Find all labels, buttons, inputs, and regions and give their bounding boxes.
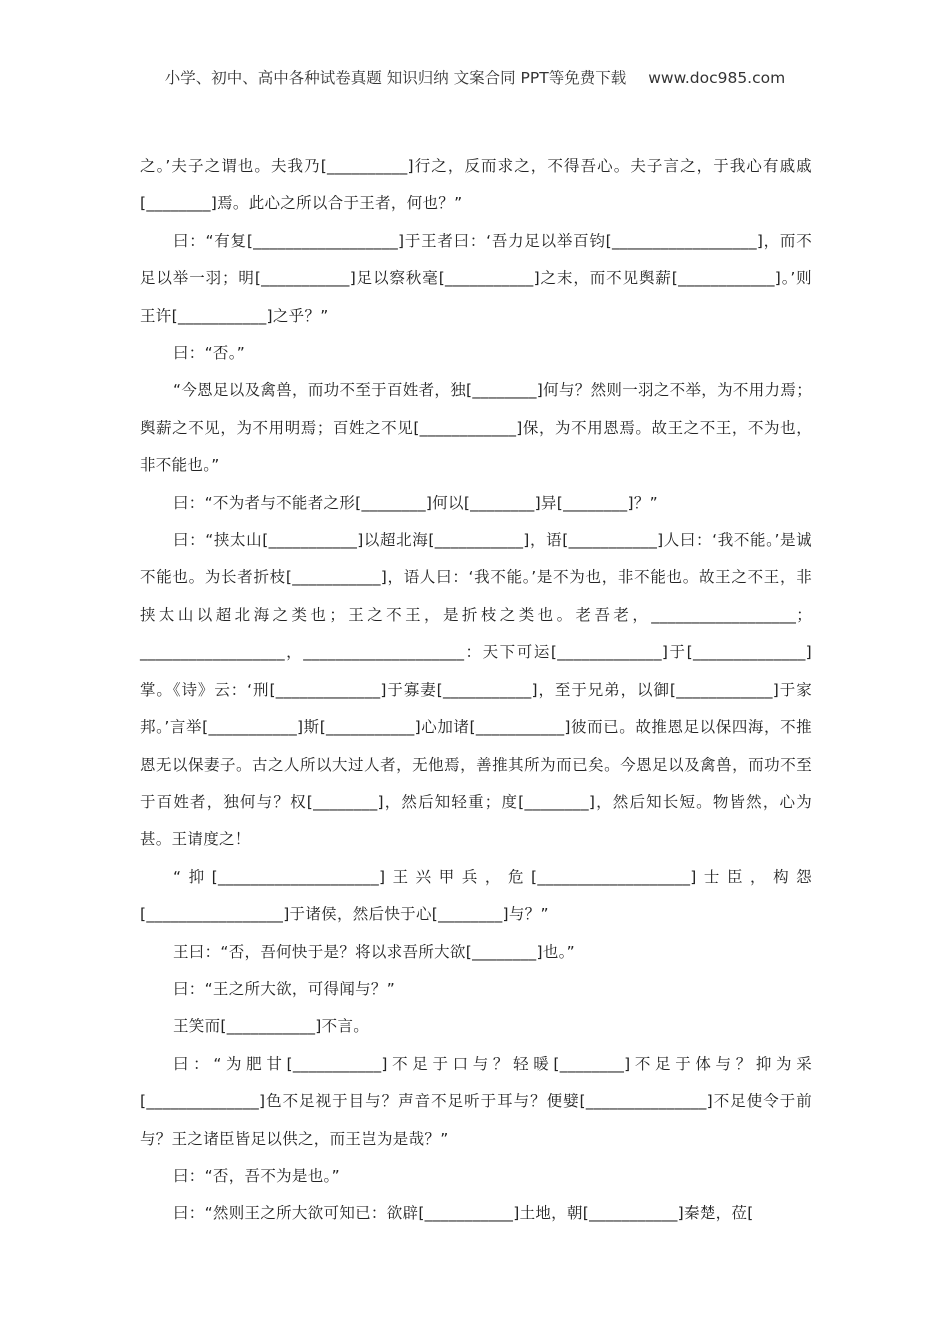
paragraph: 曰：“有复[__________________]于王者曰：‘吾力足以举百钧[__________________]，而不足以举一羽；明[___________]足以察秋毫[___________]之末，而不见舆薪[____________]。’则王许[___________]之乎？” [140,231,812,325]
paragraph: 曰：“挟太山[___________]以超北海[___________]，语[___________]人曰：‘我不能。’是诚不能也。为长者折枝[___________]，语人曰：‘我不能。’是不为也，非不能也。故王之不王，非挟太山以超北海之类也；王之不王，是折枝之类也。老吾老，__________________；__________________，____________________：天下可运[_____________]于[______________]掌。《诗》云：‘刑[_____________]于寡妻[___________]，至于兄弟，以御[____________]于家邦。’言举[___________]斯[___________]心加诸[___________]彼而已。故推恩足以保四海，不推恩无以保妻子。古之人所以大过人者，无他焉，善推其所为而已矣。今恩足以及禽兽，而功不至于百姓者，独何与？权[________]，然后知轻重；度[________]，然后知长短。物皆然，心为甚。王请度之！ [140,531,812,849]
header-url[interactable]: www.doc985.com [648,69,786,87]
paragraph: 曰：“否，吾不为是也。” [173,1166,340,1185]
paragraph: “抑[____________________]王兴甲兵，危[___________________]士臣，构怨[_________________]于诸侯，然后快于心[________]与？” [140,867,812,924]
header-text: 小学、初中、高中各种试卷真题 知识归纳 文案合同 PPT等免费下载 [164,69,627,87]
document-body [140,148,812,1233]
paragraph: “今恩足以及禽兽，而功不至于百姓者，独[________]何与？然则一羽之不举，为不用力焉；舆薪之不见，为不用明焉；百姓之不见[____________]保，为不用恩焉。故王之不王，不为也，非不能也。” [140,381,812,475]
paragraph: 曰：“然则王之所大欲可知已：欲辟[___________]土地，朝[___________]秦楚，莅[ [173,1204,754,1223]
paragraph: 曰：“不为者与不能者之形[________]何以[________]异[________]？” [173,493,658,512]
paragraph: 王曰：“否，吾何快于是？将以求吾所大欲[________]也。” [173,942,576,961]
paragraph: 曰：“否。” [173,344,246,363]
paragraph: 曰：“王之所大欲，可得闻与？” [173,979,396,998]
paragraph: 之。’夫子之谓也。夫我乃[__________]行之，反而求之，不得吾心。夫子言之，于我心有戚戚[________]焉。此心之所以合于王者，何也？” [140,157,812,213]
paragraph: 曰：“为肥甘[___________]不足于口与？轻暖[________]不足于体与？抑为采[______________]色不足视于目与？声音不足听于耳与？便嬖[_______________]不足使令于前与？王之诸臣皆足以供之，而王岂为是哉？” [140,1054,812,1148]
page-header [0,66,950,88]
paragraph: 王笑而[___________]不言。 [173,1017,370,1036]
